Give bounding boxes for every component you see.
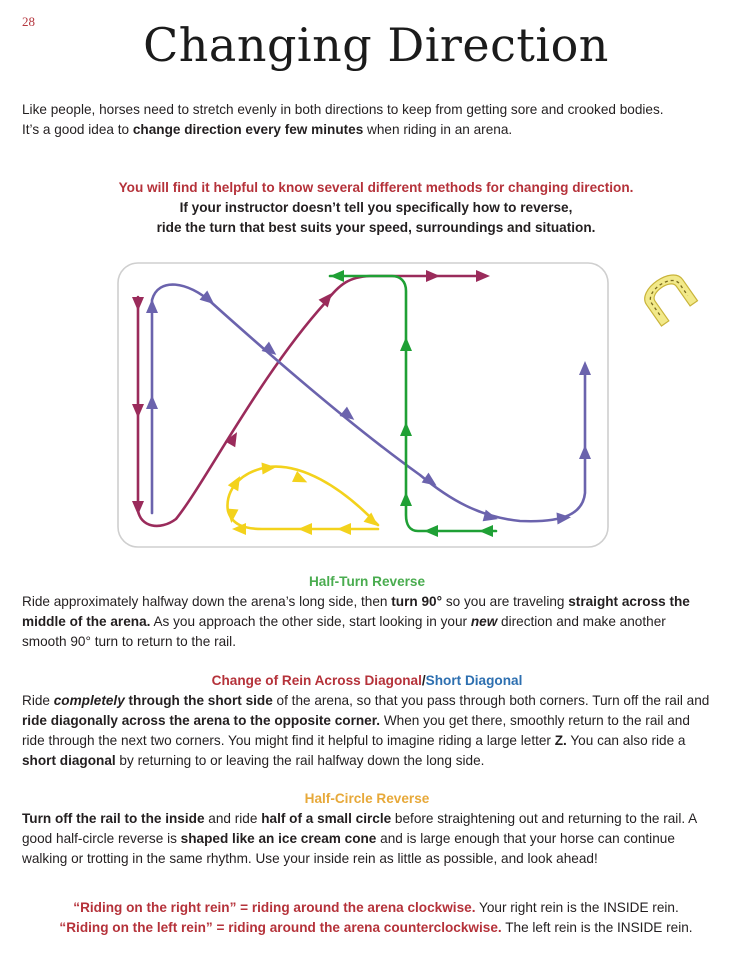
tip-line-2: If your instructor doesn’t tell you specifically how to reverse, (179, 200, 573, 215)
diagonal-path-maroon (138, 276, 480, 526)
direction-arrow-purple (262, 342, 280, 360)
diagonal-body: Ride completely through the short side of the arena, so that you pass through both corners. Turn off the rail and ride diagonally across the arena to the opposite corner. When you get there, smoothly return to the rail and ride through the next two corners. You might find it helpful to imagine riding a large letter Z. You can also ride a short diagonal by returning to or leaving the rail halfway down the long side. (22, 693, 710, 768)
half-turn-body: Ride approximately halfway down the arena’s long side, then turn 90° so you are traveling straight across the middle of the arena. As you approach the other side, start looking in your new direction and make another smooth 90° turn to return to the rail. (22, 594, 690, 649)
direction-arrow-green (424, 525, 438, 537)
half-turn-heading: Half-Turn Reverse (308, 574, 426, 589)
direction-arrow-maroon (132, 501, 144, 515)
direction-arrow-yellow (225, 508, 238, 523)
direction-arrow-green (400, 492, 412, 506)
diagonal-heading: Change of Rein Across Diagonal/Short Diagonal (211, 673, 523, 688)
direction-arrow-maroon (426, 270, 440, 282)
direction-arrow-maroon (132, 297, 144, 311)
page-number: 28 (22, 14, 35, 29)
page-title: Changing Direction (143, 18, 609, 72)
intro-paragraph (22, 100, 732, 140)
footer-rein-notes (0, 898, 752, 938)
left-rein-note: “Riding on the left rein” = riding around the arena counterclockwise. The left rein is the INSIDE rein. (59, 920, 693, 935)
half-circle-path-yellow (227, 467, 378, 529)
direction-arrow-purple (579, 361, 591, 375)
arena-diagram (0, 255, 752, 560)
intro-text-1: Like people, horses need to stretch evenly in both directions to keep from getting sore and crooked bodies. (22, 102, 664, 117)
section-half-turn (22, 572, 712, 652)
diagonal-path-purple (152, 285, 585, 522)
direction-arrow-purple (556, 511, 571, 524)
direction-arrow-purple (579, 445, 591, 459)
section-half-circle (22, 789, 712, 869)
direction-arrow-green (330, 270, 344, 282)
right-rein-note: “Riding on the right rein” = riding around the arena clockwise. Your right rein is the INSIDE rein. (73, 900, 679, 915)
tip-line-1: You will find it helpful to know several different methods for changing direction. (118, 180, 634, 195)
half-circle-body: Turn off the rail to the inside and ride half of a small circle before straightening out and returning to the rail. A good half-circle reverse is shaped like an ice cream cone and is large enough that your horse can continue walking or trotting in the same rhythm. Use your inside rein as little as possible, and look ahead! (22, 811, 697, 866)
direction-arrow-maroon (476, 270, 490, 282)
intro-text-2b: change direction every few minutes (132, 122, 364, 137)
tip-block (0, 178, 752, 238)
intro-text-2a: It’s a good idea to (22, 122, 133, 137)
intro-text-2c: when riding in an arena. (363, 122, 513, 137)
horseshoe-icon (639, 268, 698, 326)
direction-arrow-purple (146, 395, 158, 409)
half-turn-path-green (330, 276, 496, 531)
arena-outline (118, 263, 608, 547)
direction-arrow-yellow (298, 523, 312, 535)
direction-arrow-green (479, 525, 493, 537)
half-circle-heading: Half-Circle Reverse (304, 791, 430, 806)
direction-arrow-purple (146, 299, 158, 313)
direction-arrow-green (400, 422, 412, 436)
direction-arrow-green (400, 337, 412, 351)
direction-arrow-maroon (132, 404, 144, 418)
tip-line-3: ride the turn that best suits your speed, surroundings and situation. (156, 220, 596, 235)
section-diagonal (22, 671, 712, 771)
direction-arrow-yellow (261, 461, 276, 474)
direction-arrow-yellow (337, 523, 351, 535)
